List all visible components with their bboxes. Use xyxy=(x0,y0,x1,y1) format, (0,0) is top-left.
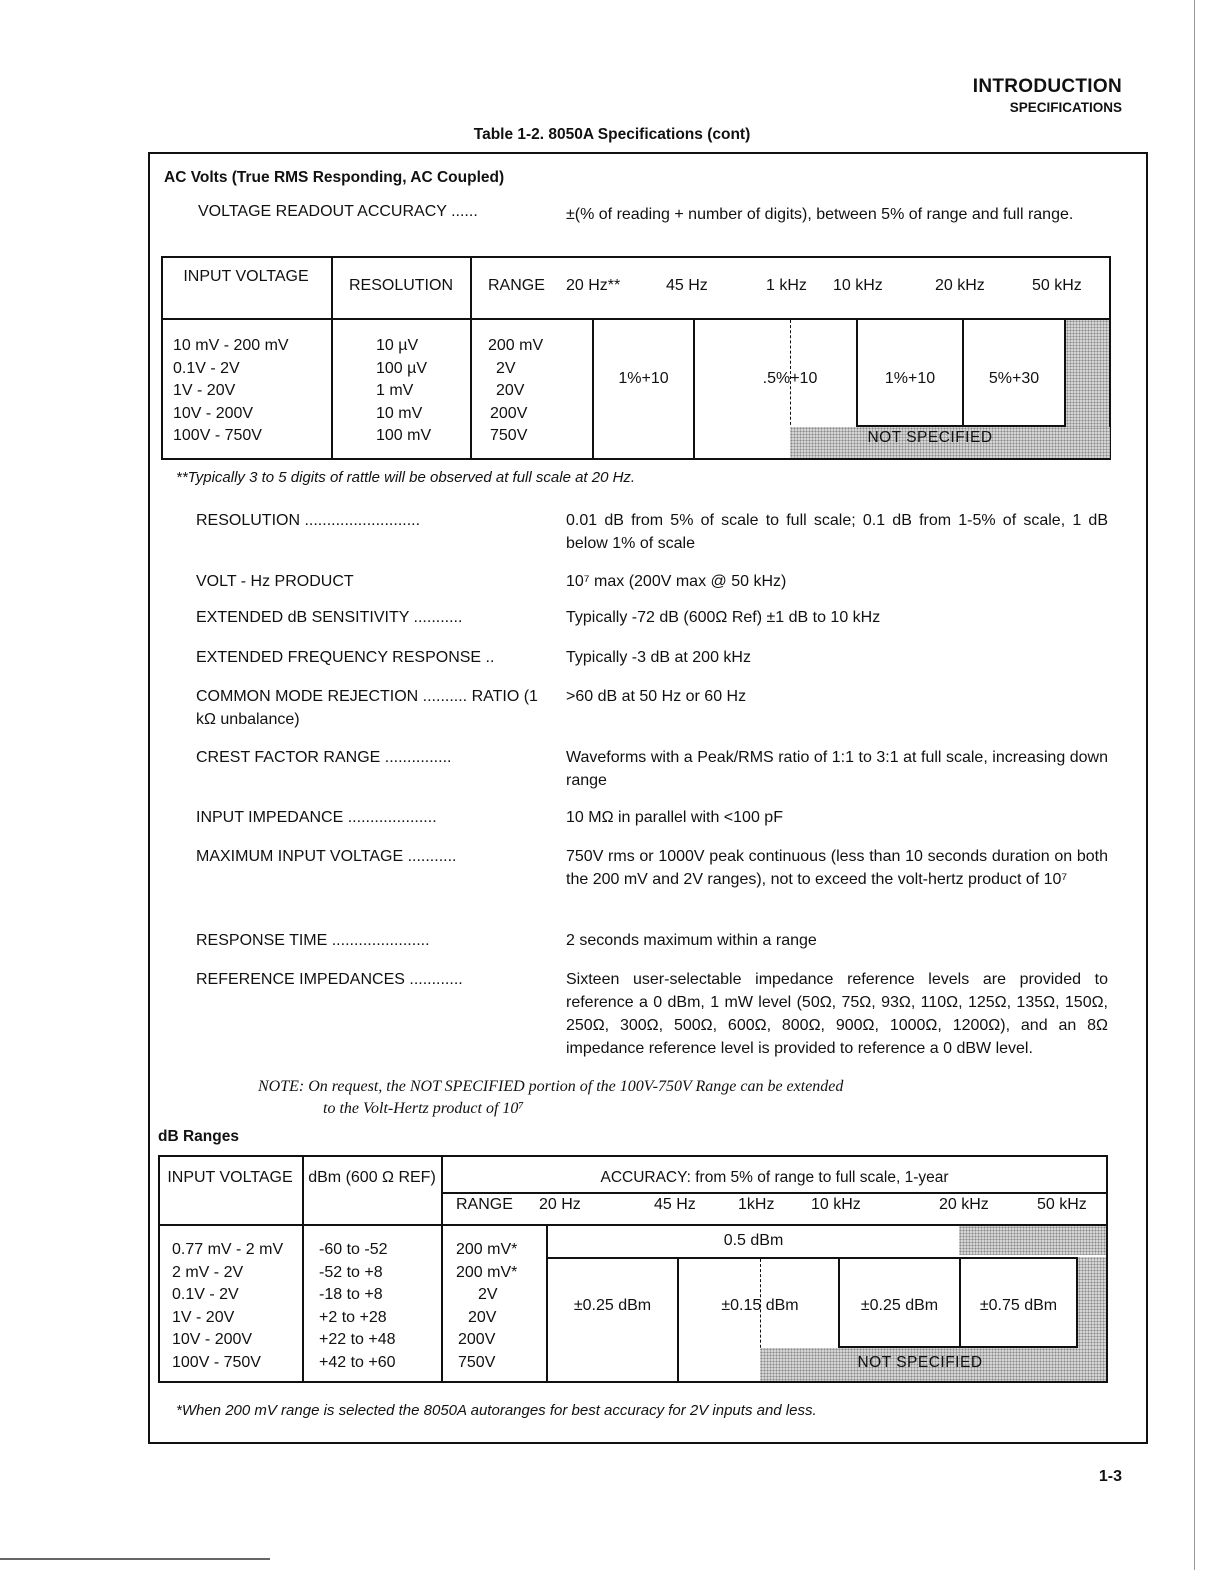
spec-label: INPUT IMPEDANCE .................... xyxy=(196,809,437,826)
spec-value: 0.01 dB from 5% of scale to full scale; 0.1 dB from 1-5% of scale, 1 dB below 1% of scale xyxy=(566,512,1108,552)
spec-label: RESOLUTION .......................... xyxy=(196,512,421,529)
input-voltage-cell: 2 mV - 2V xyxy=(172,1263,244,1281)
header-dbm: dBm (600 Ω REF) xyxy=(308,1169,436,1186)
header-input-voltage: INPUT VOLTAGE xyxy=(183,268,309,285)
range-cell: 200 mV* xyxy=(456,1263,518,1281)
page-number: 1-3 xyxy=(1098,1468,1122,1485)
spec-value: 750V rms or 1000V peak continuous (less than 10 seconds duration on both the 200 mV and 2V ranges), not to exceed the volt-hertz product of 10⁷ xyxy=(566,848,1108,888)
ac-volts-footnote: **Typically 3 to 5 digits of rattle will be observed at full scale at 20 Hz. xyxy=(176,469,636,486)
input-voltage-cell: 10V - 200V xyxy=(172,1331,253,1348)
section-subtitle: SPECIFICATIONS xyxy=(1009,100,1122,115)
accuracy-cell: 1%+10 xyxy=(618,370,669,387)
header-freq-10khz: 10 kHz xyxy=(833,277,883,294)
spec-label: MAXIMUM INPUT VOLTAGE ........... xyxy=(196,848,457,865)
dbm-cell: -52 to +8 xyxy=(319,1263,383,1281)
spec-label: CREST FACTOR RANGE ............... xyxy=(196,749,452,766)
header-freq-20khz: 20 kHz xyxy=(935,277,985,294)
input-voltage-cell: 1V - 20V xyxy=(172,1308,235,1326)
input-voltage-column xyxy=(172,1239,283,1374)
input-voltage-cell: 10V - 200V xyxy=(173,404,254,422)
spec-value: 2 seconds maximum within a range xyxy=(566,932,817,949)
ac-volts-heading: AC Volts (True RMS Responding, AC Coupled) xyxy=(164,169,505,186)
spec-value: Typically -72 dB (600Ω Ref) ±1 dB to 10 kHz xyxy=(566,609,881,626)
not-specified-label: NOT SPECIFIED xyxy=(867,429,993,446)
range-cell: 200V xyxy=(458,1331,496,1348)
header-freq-20khz: 20 kHz xyxy=(939,1196,989,1213)
range-column xyxy=(456,1239,517,1374)
accuracy-cell: ±0.15 dBm xyxy=(721,1297,799,1314)
db-ranges-heading: dB Ranges xyxy=(158,1128,239,1145)
resolution-cell: 100 µV xyxy=(376,359,428,377)
header-range: RANGE xyxy=(488,277,545,294)
scan-edge-line xyxy=(1194,0,1195,1570)
readout-accuracy-label: VOLTAGE READOUT ACCURACY ...... xyxy=(198,203,478,220)
spec-value: Typically -3 dB at 200 kHz xyxy=(566,649,751,666)
dbm-cell: -60 to -52 xyxy=(319,1241,388,1258)
dbm-column xyxy=(319,1239,396,1374)
section-title: INTRODUCTION xyxy=(972,76,1122,97)
resolution-column xyxy=(376,335,431,448)
range-cell: 20V xyxy=(496,382,525,399)
header-freq-20hz: 20 Hz** xyxy=(566,277,621,294)
not-specified-label: NOT SPECIFIED xyxy=(857,1354,983,1371)
input-voltage-cell: 10 mV - 200 mV xyxy=(173,337,289,354)
dbm-cell: +2 to +28 xyxy=(319,1308,387,1326)
header-range: RANGE xyxy=(456,1196,513,1213)
db-ranges-footnote: *When 200 mV range is selected the 8050A autoranges for best accuracy for 2V inputs and less. xyxy=(176,1402,817,1419)
dbm-cell: -18 to +8 xyxy=(319,1286,383,1303)
spec-value: Sixteen user-selectable impedance reference levels are provided to reference a 0 dBm, 1 mW level (50Ω, 75Ω, 93Ω, 110Ω, 125Ω, 135Ω, 150Ω, 250Ω, 300Ω, 500Ω, 600Ω, 800Ω, 900Ω, 1000Ω, 1200Ω), and an 8Ω impedance reference level is provided to reference a 0 dBW level. xyxy=(566,971,1108,1057)
spec-label: EXTENDED FREQUENCY RESPONSE .. xyxy=(196,649,495,666)
header-accuracy: ACCURACY: from 5% of range to full scale, 1-year xyxy=(600,1169,949,1186)
range-cell: 200 mV xyxy=(488,337,544,354)
header-input-voltage: INPUT VOLTAGE xyxy=(167,1169,293,1186)
header-freq-1khz: 1 kHz xyxy=(766,277,807,294)
accuracy-cell: .5%+10 xyxy=(762,370,818,387)
accuracy-cell: ±0.25 dBm xyxy=(860,1297,939,1314)
resolution-cell: 1 mV xyxy=(376,382,414,399)
range-cell: 2V xyxy=(478,1286,498,1303)
input-voltage-cell: 1V - 20V xyxy=(173,382,236,399)
accuracy-cell: ±0.75 dBm xyxy=(979,1297,1058,1314)
dbm-cell: +22 to +48 xyxy=(319,1331,396,1348)
scan-edge-line xyxy=(0,1558,270,1560)
range-cell: 750V xyxy=(490,427,528,444)
header-freq-10khz: 10 kHz xyxy=(811,1196,861,1213)
header-resolution: RESOLUTION xyxy=(348,277,453,294)
readout-accuracy-value: ±(% of reading + number of digits), between 5% of range and full range. xyxy=(566,206,1074,223)
note-line: to the Volt-Hertz product of 10⁷ xyxy=(323,1100,524,1117)
input-voltage-cell: 100V - 750V xyxy=(173,427,262,444)
resolution-cell: 10 mV xyxy=(376,404,423,422)
spec-label: VOLT - Hz PRODUCT xyxy=(196,573,354,590)
range-column xyxy=(488,335,543,448)
not-specified-shading xyxy=(959,1226,1106,1255)
header-freq-45hz: 45 Hz xyxy=(666,277,708,294)
input-voltage-cell: 0.1V - 2V xyxy=(173,359,240,377)
spec-value: Waveforms with a Peak/RMS ratio of 1:1 to 3:1 at full scale, increasing down range xyxy=(566,749,1108,789)
input-voltage-column xyxy=(173,335,289,448)
range-cell: 20V xyxy=(468,1308,497,1326)
resolution-cell: 10 µV xyxy=(376,337,419,354)
dbm-cell: +42 to +60 xyxy=(319,1353,396,1371)
range-cell: 2V xyxy=(496,359,516,377)
note-line: NOTE: On request, the NOT SPECIFIED portion of the 100V-750V Range can be extended xyxy=(258,1078,844,1095)
spec-label: COMMON MODE REJECTION .......... RATIO (1 kΩ unbalance) xyxy=(196,688,538,728)
input-voltage-cell: 100V - 750V xyxy=(172,1353,261,1371)
header-freq-45hz: 45 Hz xyxy=(654,1196,696,1213)
input-voltage-cell: 0.1V - 2V xyxy=(172,1286,239,1303)
header-freq-20hz: 20 Hz xyxy=(539,1196,581,1213)
accuracy-cell: 1%+10 xyxy=(884,370,936,387)
range-cell: 200V xyxy=(490,404,528,422)
accuracy-cell: 5%+30 xyxy=(988,370,1040,387)
spec-value: >60 dB at 50 Hz or 60 Hz xyxy=(566,688,747,705)
spec-label: RESPONSE TIME ...................... xyxy=(196,932,430,949)
resolution-cell: 100 mV xyxy=(376,427,432,444)
header-freq-50khz: 50 kHz xyxy=(1032,277,1082,294)
range-cell: 750V xyxy=(458,1353,496,1371)
spec-label: REFERENCE IMPEDANCES ............ xyxy=(196,971,463,988)
spec-value: 10 MΩ in parallel with <100 pF xyxy=(566,809,783,826)
accuracy-cell: ±0.25 dBm xyxy=(573,1297,652,1314)
range-cell: 200 mV* xyxy=(456,1241,518,1258)
spec-value: 10⁷ max (200V max @ 50 kHz) xyxy=(566,573,787,590)
table-title: Table 1-2. 8050A Specifications (cont) xyxy=(473,126,751,143)
accuracy-cell: 0.5 dBm xyxy=(723,1232,784,1249)
header-freq-50khz: 50 kHz xyxy=(1037,1196,1087,1213)
input-voltage-cell: 0.77 mV - 2 mV xyxy=(172,1241,284,1258)
header-freq-1khz: 1kHz xyxy=(738,1196,775,1213)
spec-label: EXTENDED dB SENSITIVITY ........... xyxy=(196,609,463,626)
